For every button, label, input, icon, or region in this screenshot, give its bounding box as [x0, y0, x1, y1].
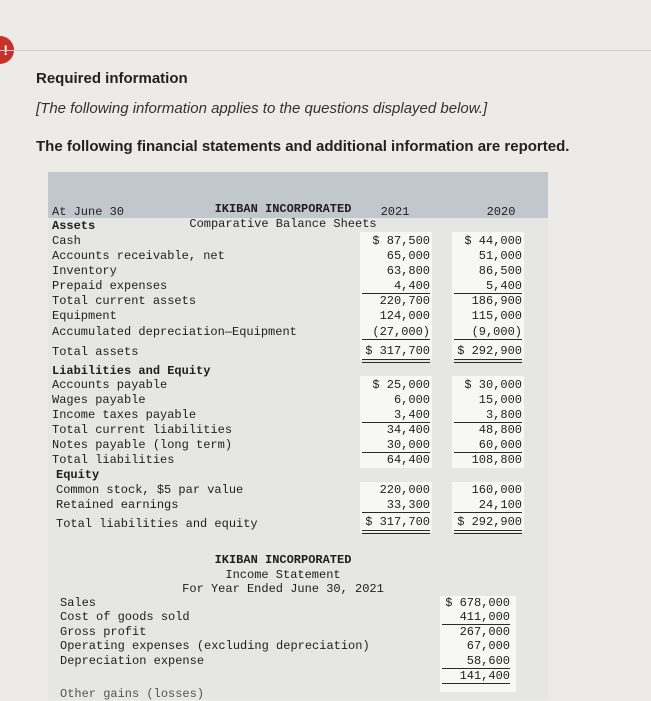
divider [0, 50, 651, 51]
bs-row-2021: $ 317,700 [365, 515, 430, 529]
bs-row-2021: 33,300 [386, 498, 430, 512]
bs-row-label: Prepaid expenses [52, 279, 168, 293]
bs-row-2020: $ 292,900 [457, 515, 522, 529]
bs-title: Comparative Balance Sheets [189, 217, 377, 231]
bs-date-label: At June 30 [52, 205, 125, 219]
bs-row-2020: 160,000 [471, 483, 522, 497]
is-company: IKIBAN INCORPORATED [214, 553, 352, 567]
bs-row-2021: $ 317,700 [365, 344, 430, 358]
is-title: Income Statement [225, 568, 341, 582]
bs-row-2020: 24,100 [478, 498, 522, 512]
intro-note: [The following information applies to the questions displayed below.] [36, 100, 488, 117]
is-row-value: 141,400 [459, 669, 510, 683]
total-double-rule [362, 359, 430, 363]
bs-row-label: Total current liabilities [52, 423, 233, 437]
is-row-label: Cost of goods sold [60, 610, 190, 624]
statement-text: The following financial statements and additional information are reported. [36, 138, 570, 155]
bs-row-label: Equipment [52, 309, 117, 323]
bs-row-label: Wages payable [52, 393, 146, 407]
bs-row-2021: 220,700 [379, 294, 430, 308]
subtotal-rule [362, 512, 430, 513]
bs-row-label: Total liabilities [52, 453, 175, 467]
bs-row-label: Common stock, $5 par value [56, 483, 244, 497]
bs-row-label: Total current assets [52, 294, 197, 308]
bs-label-liabilities-equity: Liabilities and Equity [52, 364, 211, 378]
bs-row-2021: 34,400 [386, 423, 430, 437]
subtotal-rule [362, 339, 430, 340]
bs-row-2020: 115,000 [471, 309, 522, 323]
bs-row-2020: 5,400 [485, 279, 522, 293]
is-row-label: Sales [60, 596, 97, 610]
bs-row-label: Total assets [52, 345, 139, 359]
bs-row-2021: $ 87,500 [372, 234, 430, 248]
bs-row-label: Accounts receivable, net [52, 249, 225, 263]
bs-col-2021: 2021 [380, 205, 410, 219]
bs-row-2020: $ 30,000 [464, 378, 522, 392]
bs-row-2020: $ 292,900 [457, 344, 522, 358]
bs-row-2021: (27,000) [372, 325, 430, 339]
is-period: For Year Ended June 30, 2021 [182, 582, 384, 596]
bs-row-2020: 51,000 [478, 249, 522, 263]
bs-row-label: Total liabilities and equity [56, 517, 258, 531]
bs-col-2020: 2020 [486, 205, 516, 219]
is-row-value: $ 678,000 [445, 596, 510, 610]
bs-row-2021: 63,800 [386, 264, 430, 278]
bs-row-2020: 86,500 [478, 264, 522, 278]
total-double-rule [454, 530, 522, 534]
bs-label-equity: Equity [56, 468, 100, 482]
bs-row-label: Accounts payable [52, 378, 168, 392]
is-row-label: Depreciation expense [60, 654, 205, 668]
bs-label-assets: Assets [52, 219, 96, 233]
bs-row-2021: 3,400 [393, 408, 430, 422]
total-double-rule [362, 530, 430, 534]
bs-row-2021: 4,400 [393, 279, 430, 293]
is-row-value: 58,600 [466, 654, 510, 668]
bs-row-2021: 30,000 [386, 438, 430, 452]
bs-row-2021: 65,000 [386, 249, 430, 263]
is-row-label: Operating expenses (excluding depreciation) [60, 639, 370, 653]
bs-row-label: Inventory [52, 264, 117, 278]
bs-row-2021: 220,000 [379, 483, 430, 497]
bs-row-2020: 60,000 [478, 438, 522, 452]
bs-row-2020: $ 44,000 [464, 234, 522, 248]
bs-row-2021: 6,000 [393, 393, 430, 407]
bs-row-2020: 15,000 [478, 393, 522, 407]
bs-row-2021: $ 25,000 [372, 378, 430, 392]
bs-row-2020: 108,800 [471, 453, 522, 467]
subtotal-rule [442, 683, 510, 684]
bs-row-2020: (9,000) [471, 325, 522, 339]
bs-company: IKIBAN INCORPORATED [214, 202, 352, 216]
bs-row-2020: 186,900 [471, 294, 522, 308]
bs-row-label: Cash [52, 234, 81, 248]
bs-row-2020: 48,800 [478, 423, 522, 437]
subtotal-rule [454, 512, 522, 513]
is-row-label: Other gains (losses) [60, 687, 205, 701]
is-row-value: 267,000 [459, 625, 510, 639]
bs-row-label: Accumulated depreciation—Equipment [52, 325, 297, 339]
bs-row-label: Retained earnings [56, 498, 179, 512]
financial-statements [48, 172, 548, 700]
bs-row-2021: 124,000 [379, 309, 430, 323]
page-title: Required information [36, 70, 188, 87]
total-double-rule [454, 359, 522, 363]
bs-row-2020: 3,800 [485, 408, 522, 422]
bs-row-2021: 64,400 [386, 453, 430, 467]
is-row-value: 67,000 [466, 639, 510, 653]
is-row-label: Gross profit [60, 625, 147, 639]
bs-row-label: Notes payable (long term) [52, 438, 233, 452]
alert-icon: ! [0, 36, 14, 64]
is-row-value: 411,000 [459, 610, 510, 624]
subtotal-rule [454, 339, 522, 340]
bs-row-label: Income taxes payable [52, 408, 197, 422]
